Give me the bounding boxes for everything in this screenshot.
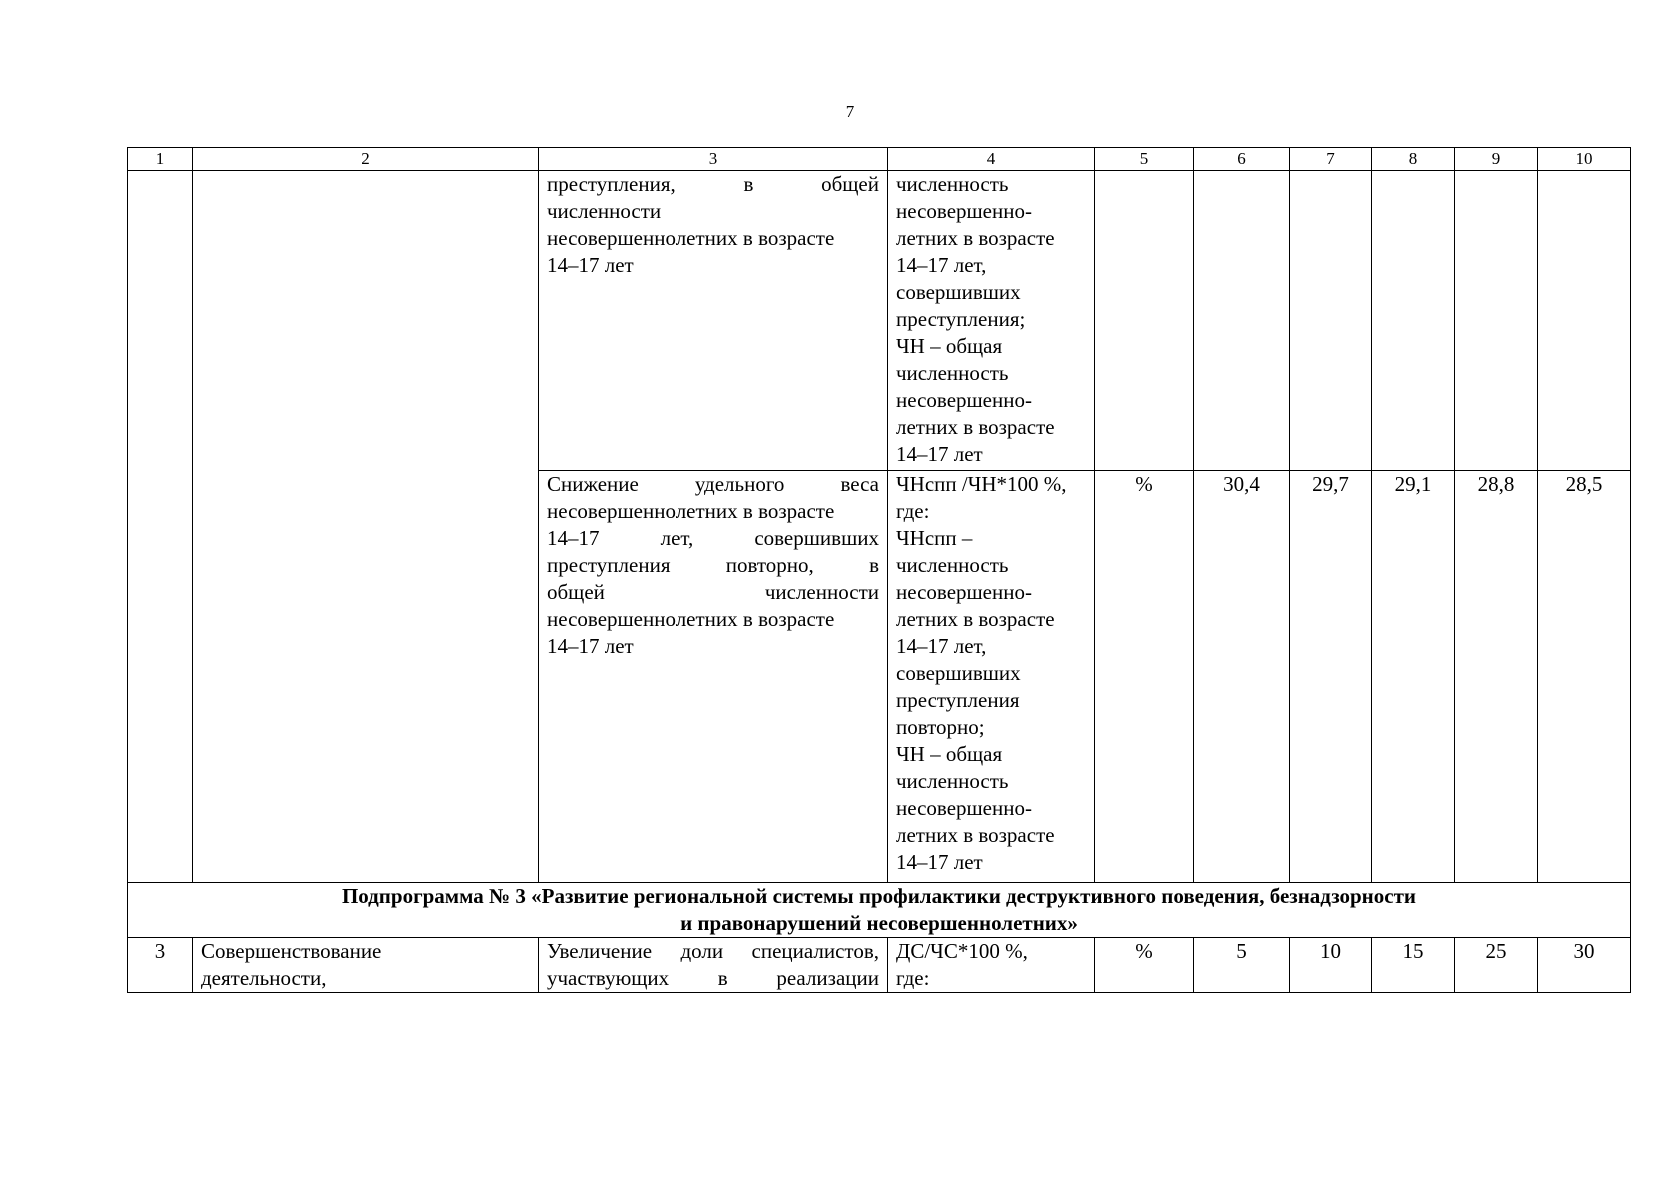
row-number-cell: 3 — [128, 938, 193, 993]
formula-text-line: ЧНспп /ЧН*100 %, — [896, 472, 1067, 496]
formula-text-line: летних в возрасте — [896, 823, 1055, 847]
column-number: 3 — [539, 148, 888, 171]
indicator-text-line: участвующих в реализации — [547, 966, 879, 990]
value-cell: 15 — [1372, 938, 1455, 993]
formula-text-line: летних в возрасте — [896, 415, 1055, 439]
column-number: 6 — [1194, 148, 1290, 171]
formula-text-line: численность — [896, 553, 1009, 577]
indicators-table — [127, 147, 1631, 993]
formula-text-line: ДС/ЧС*100 %, — [896, 939, 1028, 963]
formula-text-line: повторно; — [896, 715, 985, 739]
column-number: 10 — [1538, 148, 1631, 171]
unit-cell — [1095, 171, 1194, 471]
formula-text-line: совершивших — [896, 661, 1021, 685]
unit-cell: % — [1095, 471, 1194, 883]
measure-name-cell — [193, 938, 539, 993]
formula-text-line: 14–17 лет, — [896, 634, 987, 658]
indicator-text-line: несовершеннолетних в возрасте — [547, 226, 835, 250]
indicator-text-line: несовершеннолетних в возрасте — [547, 607, 835, 631]
formula-text-line: несовершенно- — [896, 199, 1032, 223]
column-number: 2 — [193, 148, 539, 171]
indicator-text-line: несовершеннолетних в возрасте — [547, 499, 835, 523]
value-cell: 29,1 — [1372, 471, 1455, 883]
indicator-text-line: Снижение удельного веса — [547, 472, 879, 496]
value-cell — [1372, 171, 1455, 471]
formula-text-line: где: — [896, 499, 930, 523]
indicator-text-line: преступления, в общей — [547, 172, 879, 196]
formula-text-line: ЧН – общая — [896, 334, 1003, 358]
formula-text-line: 14–17 лет, — [896, 253, 987, 277]
measure-name-cell — [193, 171, 539, 883]
value-cell: 29,7 — [1290, 471, 1372, 883]
formula-text-line: несовершенно- — [896, 580, 1032, 604]
column-number: 9 — [1455, 148, 1538, 171]
formula-text-line: преступления; — [896, 307, 1026, 331]
value-cell: 30 — [1538, 938, 1631, 993]
value-cell: 28,8 — [1455, 471, 1538, 883]
formula-text-line: летних в возрасте — [896, 607, 1055, 631]
formula-cell — [888, 938, 1095, 993]
section-heading-row — [128, 883, 1631, 938]
value-cell: 30,4 — [1194, 471, 1290, 883]
formula-text-line: численность — [896, 172, 1009, 196]
indicator-text-line: 14–17 лет, совершивших — [547, 526, 879, 550]
column-number: 7 — [1290, 148, 1372, 171]
formula-text-line: 14–17 лет — [896, 442, 983, 466]
indicator-text-line: преступления повторно, в — [547, 553, 879, 577]
value-cell: 5 — [1194, 938, 1290, 993]
formula-text-line: несовершенно- — [896, 796, 1032, 820]
unit-cell: % — [1095, 938, 1194, 993]
formula-text-line: преступления — [896, 688, 1020, 712]
formula-text-line: совершивших — [896, 280, 1021, 304]
value-cell — [1538, 171, 1631, 471]
formula-text-line: летних в возрасте — [896, 226, 1055, 250]
column-number-row — [128, 148, 1631, 171]
subprogram-heading-line: и правонарушений несовершеннолетних» — [680, 911, 1078, 935]
formula-text-line: несовершенно- — [896, 388, 1032, 412]
subprogram-heading — [128, 883, 1631, 938]
page-number: 7 — [845, 102, 855, 121]
indicator-cell — [539, 938, 888, 993]
formula-text-line: ЧНспп – — [896, 526, 973, 550]
formula-cell — [888, 171, 1095, 471]
formula-text-line: численность — [896, 361, 1009, 385]
value-cell: 25 — [1455, 938, 1538, 993]
column-number: 8 — [1372, 148, 1455, 171]
formula-text-line: 14–17 лет — [896, 850, 983, 874]
indicator-text-line: 14–17 лет — [547, 634, 634, 658]
formula-text-line: где: — [896, 966, 930, 990]
formula-cell — [888, 471, 1095, 883]
column-number: 5 — [1095, 148, 1194, 171]
indicator-text-line: 14–17 лет — [547, 253, 634, 277]
column-number: 4 — [888, 148, 1095, 171]
measure-name-line: Совершенствование — [201, 939, 382, 963]
value-cell: 28,5 — [1538, 471, 1631, 883]
value-cell: 10 — [1290, 938, 1372, 993]
row-number-cell — [128, 171, 193, 883]
table-row — [128, 171, 1631, 471]
value-cell — [1290, 171, 1372, 471]
column-number: 1 — [128, 148, 193, 171]
subprogram-heading-line: Подпрограмма № 3 «Развитие региональной системы профилактики деструктивного поведения, безнадзорности — [341, 884, 1417, 908]
indicator-cell — [539, 171, 888, 471]
value-cell — [1455, 171, 1538, 471]
value-cell — [1194, 171, 1290, 471]
indicator-text-line: численности — [547, 199, 662, 223]
formula-text-line: численность — [896, 769, 1009, 793]
measure-name-line: деятельности, — [201, 966, 327, 990]
indicator-text-line: Увеличение доли специалистов, — [547, 939, 879, 963]
formula-text-line: ЧН – общая — [896, 742, 1003, 766]
table-row — [128, 938, 1631, 993]
indicator-text-line: общей численности — [547, 580, 879, 604]
indicator-cell — [539, 471, 888, 883]
